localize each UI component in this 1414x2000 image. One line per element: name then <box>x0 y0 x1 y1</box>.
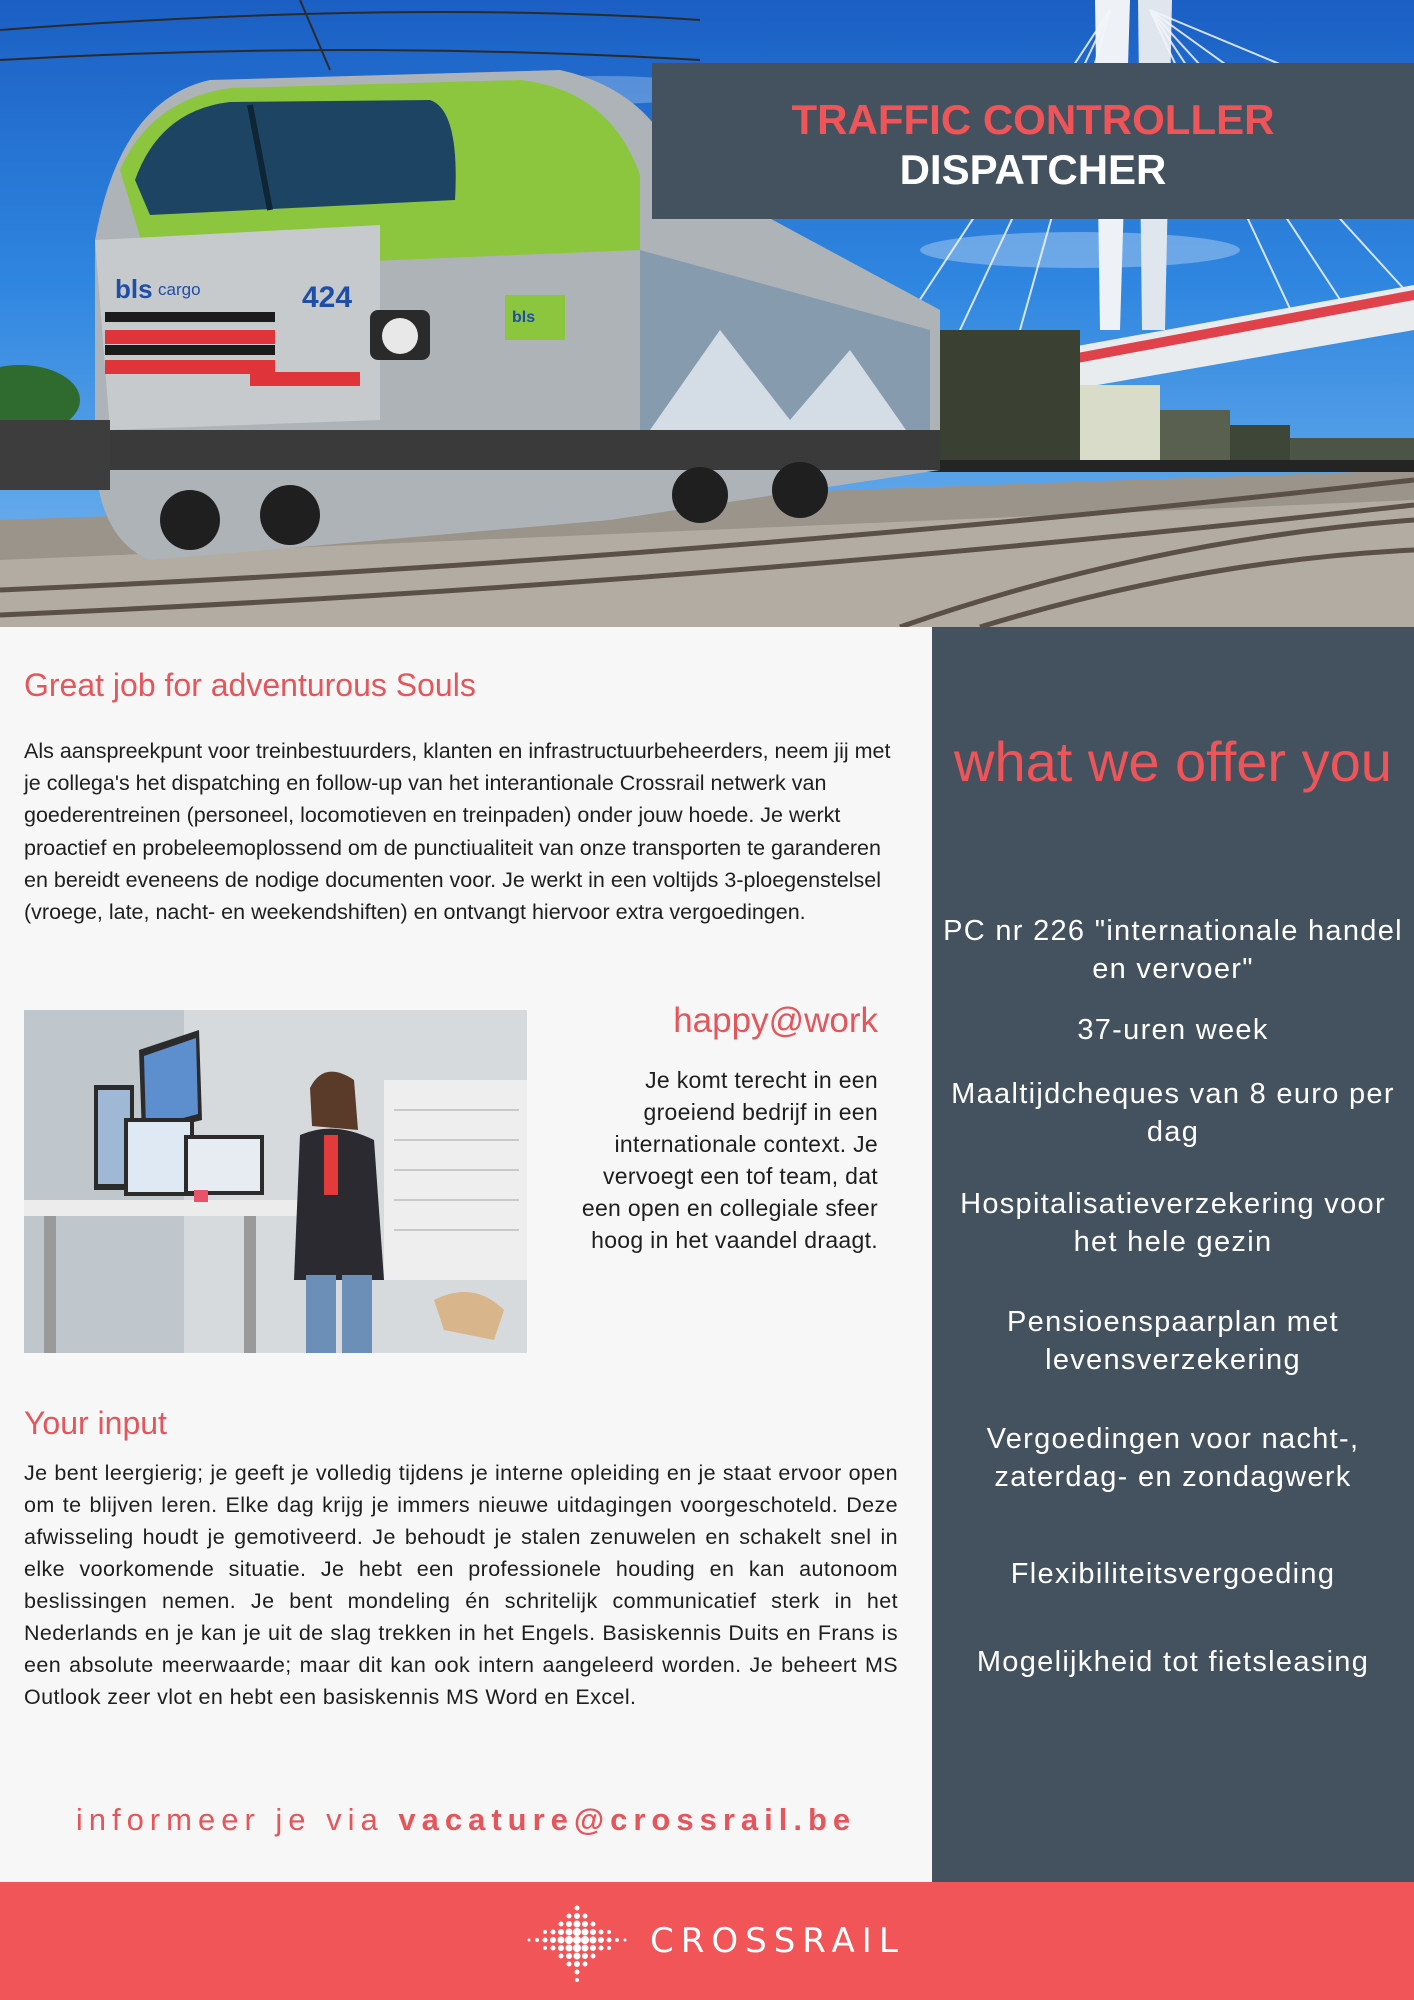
dispatcher-photo-illustration <box>24 1010 527 1353</box>
svg-text:cargo: cargo <box>158 280 201 299</box>
footer-bar <box>0 1882 1414 2000</box>
happy-paragraph: Je komt terecht in een groeiend bedrijf in een internationale context. Je vervoegt een tof team, dat een open en collegiale sfeer hoog in het vaandel draagt. <box>581 1067 878 1253</box>
contact-email-link[interactable]: vacature@crossrail.be <box>398 1802 857 1837</box>
job-title-banner <box>652 63 1414 219</box>
intro-heading: Great job for adventurous Souls <box>24 667 476 703</box>
happy-heading: happy@work <box>673 1001 878 1040</box>
offer-item-meal-vouchers: Maaltijdcheques van 8 euro per dag <box>951 1078 1395 1148</box>
svg-text:bls: bls <box>115 274 153 304</box>
contact-prefix: informeer je via <box>75 1802 399 1837</box>
crossrail-wordmark: CROSSRAIL <box>650 1921 905 1961</box>
offer-item-shift-allowance: Vergoedingen voor nacht-, zaterdag- en zondagwerk <box>986 1423 1360 1493</box>
offer-item-hospitalisation: Hospitalisatieverzekering voor het hele gezin <box>960 1188 1386 1258</box>
offer-item-pc226: PC nr 226 "internationale handel en vervoer" <box>943 915 1403 985</box>
job-title-line1: TRAFFIC CONTROLLER <box>791 96 1275 143</box>
svg-text:bls: bls <box>512 309 536 326</box>
intro-paragraph: Als aanspreekpunt voor treinbestuurders, klanten en infrastructuurbeheerders, neem jij met je collega's het dispatching en follow-up van het interantionale Crossrail netwerk van goederentreinen (personeel, locomotieven en treinpaden) onder jouw hoede. Je werkt proactief en probeleemoplossend om de punctiualiteit van onze transporten te garanderen en bereidt eveneens de nodige documenten voor. Je werkt in een voltijds 3-ploegenstelsel (vroege, late, nacht- en weekendshiften) en ontvangt hiervoor extra vergoedingen. <box>24 739 891 925</box>
input-paragraph: Je bent leergierig; je geeft je volledig tijdens je interne opleiding en je staat ervoor open om te blijven leren. Elke dag krijg je immers nieuwe uitdagingen voorgeschoteld. Deze afwisseling houdt je gemotiveerd. Je behoudt je stalen zenuwelen en schakelt snel in elke voorkomende situatie. Je hebt een professionele houding en kan autonoom beslissingen nemen. Je bent mondeling én schritelijk communicatief sterk in het Nederlands en je kan je uit de slag trekken in het Engels. Basiskennis Duits en Frans is een absolute meerwaarde; maar dit kan ook intern aangeleerd worden. Je beheert MS Outlook zeer vlot en hebt een basiskennis MS Word en Excel. <box>24 1461 898 1709</box>
offer-heading: what we offer you <box>954 730 1392 793</box>
svg-text:424: 424 <box>302 281 353 314</box>
job-title-line2: DISPATCHER <box>899 146 1167 193</box>
left-column <box>0 627 932 1882</box>
offer-item-bike-lease: Mogelijkheid tot fietsleasing <box>976 1646 1370 1678</box>
offer-item-flexibility: Flexibiliteitsvergoeding <box>1010 1558 1336 1590</box>
contact-line <box>0 1800 932 1840</box>
hero-banner <box>0 0 1414 627</box>
dispatcher-photo <box>24 1010 527 1353</box>
offer-item-hours: 37-uren week <box>1077 1014 1269 1046</box>
offer-item-pension: Pensioenspaarplan met levensverzekering <box>1007 1306 1339 1376</box>
offer-panel <box>932 627 1414 1882</box>
input-heading: Your input <box>24 1405 167 1441</box>
crossrail-logo-icon <box>517 1900 637 1990</box>
